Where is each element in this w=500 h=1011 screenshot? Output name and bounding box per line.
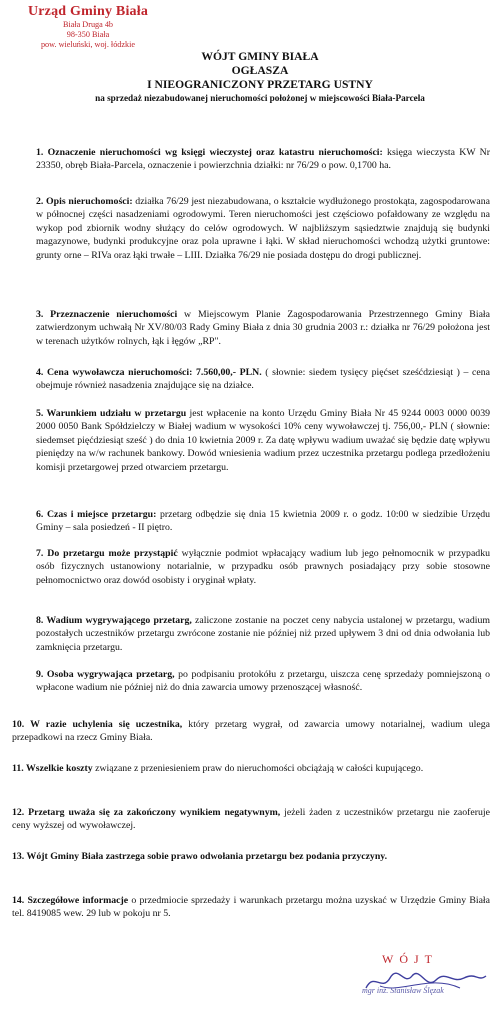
item-lead: 9. Osoba wygrywająca przetarg,	[36, 669, 175, 680]
item-lead: 13. Wójt Gminy Biała zastrzega sobie prawo odwołania przetargu bez podania przyczyny.	[12, 851, 388, 862]
item-lead: 3. Przeznaczenie nieruchomości	[36, 309, 178, 320]
item-text: wyłącznie podmiot wpłacający wadium lub jego pełnomocnik w przypadku osób fizycznych ustanowiony notarialnie, w przypadku osób prawnych posiadający przy sobie stosowne pełnomocnictwo oraz dowód osobisty i oryginał wpłaty.	[36, 548, 490, 586]
item-lead: 1. Oznaczenie nieruchomości wg księgi wieczystej oraz katastru nieruchomości:	[36, 147, 383, 158]
item-text: przetarg odbędzie się dnia 15 kwietnia 2009 r. o godz. 10:00 w siedzibie Urzędu Gminy – sala posiedzeń - II piętro.	[36, 509, 490, 534]
item-5-deposit-conditions	[36, 407, 490, 474]
item-10-forfeit	[12, 718, 490, 745]
item-text: ( słownie: siedem tysięcy pięćset sześćdziesiąt ) – cena obejmuje również nasadzenia znajdujące się na działce.	[36, 367, 490, 392]
item-text: w Miejscowym Planie Zagospodarowania Przestrzennego Gminy Biała zatwierdzonym uchwałą Nr XV/80/03 Rady Gminy Biała z dnia 30 grudnia 2003 r.: działka nr 76/29 położona jest w terenach użytków rolnych, łąk i łęgów „RP".	[36, 309, 490, 347]
item-text: związane z przeniesieniem praw do nieruchomości obciążają w całości kupującego.	[92, 763, 424, 774]
item-lead: 4. Cena wywoławcza nieruchomości: 7.560,00,- PLN.	[36, 367, 262, 378]
item-lead: 7. Do przetargu może przystąpić	[36, 548, 178, 559]
item-11-costs	[12, 762, 490, 775]
item-lead: 10. W razie uchylenia się uczestnika,	[12, 719, 183, 730]
item-12-negative-result	[12, 806, 490, 833]
signatory-name: mgr inż. Stanisław Ślęzak	[362, 986, 444, 995]
tender-subject: na sprzedaż niezabudowanej nieruchomości położonej w miejscowości Biała-Parcela	[95, 93, 425, 103]
item-text: zaliczone zostanie na poczet ceny nabycia ustalonej w przetargu, wadium pozostałych uczestników przetargu zwrócone zostanie nie później niż przed upływem 3 dni od dnia odwołania lub zamknięcia przetargu.	[36, 615, 490, 653]
office-stamp	[8, 4, 168, 50]
item-lead: 2. Opis nieruchomości:	[36, 196, 133, 207]
item-1-property-designation	[36, 146, 490, 173]
signature-block	[360, 932, 490, 1004]
stamp-county-line: pow. wieluński, woj. łódzkie	[40, 40, 136, 49]
signature-title: WÓJT	[382, 952, 438, 966]
issuer-title: WÓJT GMINY BIAŁA	[201, 50, 319, 63]
item-4-starting-price	[36, 366, 490, 393]
item-lead: 5. Warunkiem udziału w przetargu	[36, 408, 187, 419]
item-7-eligibility	[36, 547, 490, 587]
item-lead: 11. Wszelkie koszty	[12, 763, 93, 774]
item-text: jeżeli żaden z uczestników przetargu nie zaoferuje ceny wyższej od wywoławczej.	[12, 807, 490, 832]
item-lead: 6. Czas i miejsce przetargu:	[36, 509, 157, 520]
item-2-property-description	[36, 195, 490, 262]
document-header	[40, 50, 480, 104]
stamp-address-line: Biała Druga 4b	[62, 20, 114, 29]
item-text: jest wpłacenie na konto Urzędu Gminy Biała Nr 45 9244 0003 0000 0039 2000 0050 Bank Spółdzielczy w Białej wadium w wysokości 10% ceny wywoławczej tj. 756,00,- PLN ( słownie: siedemset pięćdziesiąt sześć ) do dnia 10 kwietnia 2009 r. Za datę wpływu wadium uważać się będzie datę wpływu pieniędzy na w/w rachunek bankowy. Dowód wniesienia wadium przez uczestnika przetargu podlega przedłożeniu komisji przetargowej przed otwarciem przetargu.	[36, 408, 490, 473]
item-lead: 14. Szczegółowe informacje	[12, 895, 129, 906]
item-3-zoning	[36, 308, 490, 348]
item-14-information	[12, 894, 490, 921]
item-13-cancellation-right	[12, 850, 490, 863]
item-9-winner-payment	[36, 668, 490, 695]
stamp-postcode-line: 98-350 Biała	[66, 30, 110, 39]
item-text: działka 76/29 jest niezabudowana, o kształcie wydłużonego prostokąta, zagospodarowana w północnej części nasadzeniami ogrodowymi. Teren nieruchomości jest częściowo pofałdowany ze względu na wykop pod zbiornik wodny służący do celów ogrodowych. W najbliższym sąsiedztwie znajdują się budynki magazynowe, budynki produkcyjne oraz pola uprawne i łąki. W skład nieruchomości wchodzą użytki gruntowe: grunty orne – RIVa oraz łąki trwałe – LIII. Działka 76/29 nie posiada dostępu do drogi publicznej.	[36, 196, 490, 261]
item-text: który przetarg wygrał, od zawarcia umowy notarialnej, wadium ulega przepadkowi na rzecz Gminy Biała.	[12, 719, 490, 744]
tender-title: I NIEOGRANICZONY PRZETARG USTNY	[147, 78, 373, 91]
item-6-time-place	[36, 508, 490, 535]
announces-line: OGŁASZA	[231, 64, 289, 77]
item-lead: 12. Przetarg uważa się za zakończony wynikiem negatywnym,	[12, 807, 281, 818]
item-lead: 8. Wadium wygrywającego przetarg,	[36, 615, 192, 626]
stamp-title: Urząd Gminy Biała	[27, 4, 149, 19]
item-text: po podpisaniu protokółu z przetargu, uiszcza cenę sprzedaży pomniejszoną o wpłacone wadium nie później niż do dnia zawarcia umowy przenoszącej własność.	[36, 669, 490, 694]
item-text: o przedmiocie sprzedaży i warunkach przetargu można uzyskać w Urzędzie Gminy Biała tel. 8419085 wew. 29 lub w pokoju nr 5.	[12, 895, 491, 920]
item-8-deposit-handling	[36, 614, 490, 654]
item-text: księga wieczysta KW Nr 23350, obręb Biała-Parcela, oznaczenie i powierzchnia działki: nr 76/29 o pow. 0,1700 ha.	[36, 147, 490, 172]
